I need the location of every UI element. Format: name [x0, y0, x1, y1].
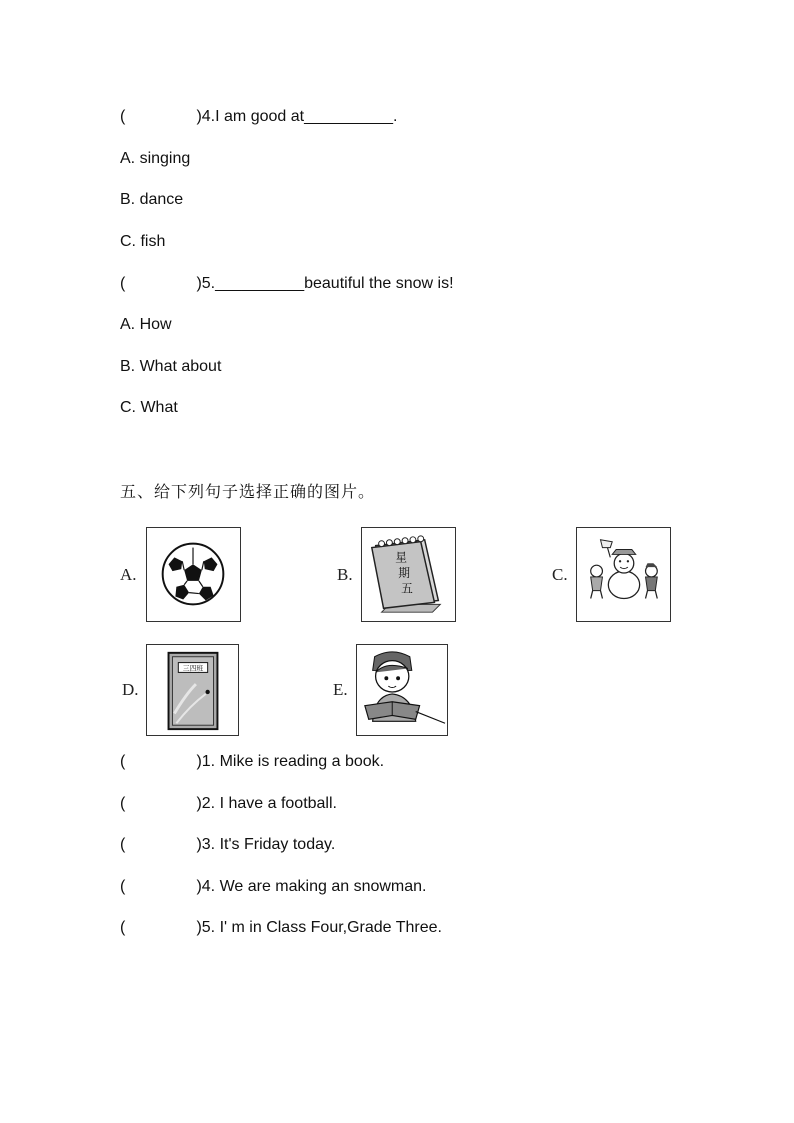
match-item-1: ( )1. Mike is reading a book. — [120, 753, 385, 770]
football-icon — [147, 528, 240, 621]
question-5-option-b: B. What about — [120, 358, 222, 375]
question-4-option-b: B. dance — [120, 191, 184, 208]
option-e-letter: E. — [333, 680, 348, 699]
match-item-4: ( )4. We are making an snowman. — [120, 878, 427, 895]
classroom-door-icon — [147, 645, 238, 735]
calendar-friday-icon — [362, 528, 455, 621]
option-b-letter: B. — [337, 565, 353, 584]
calendar-char-2: 期 — [398, 565, 410, 580]
question-4-option-a: A. singing — [120, 150, 191, 167]
door-sign: 三四班 — [182, 664, 204, 673]
option-c-letter: C. — [552, 565, 568, 584]
option-c-picture — [576, 527, 671, 622]
match-item-2: ( )2. I have a football. — [120, 795, 337, 812]
question-4-option-c: C. fish — [120, 233, 166, 250]
option-d-picture — [146, 644, 239, 736]
option-a-letter: A. — [120, 565, 137, 584]
option-d-letter: D. — [122, 680, 139, 699]
option-a-picture — [146, 527, 241, 622]
calendar-char-1: 星 — [395, 550, 408, 565]
boy-reading-icon — [357, 645, 447, 735]
option-e-picture — [356, 644, 448, 736]
question-5-option-c: C. What — [120, 399, 178, 416]
option-b-picture — [361, 527, 456, 622]
question-5-stem: ( )5.__________beautiful the snow is! — [120, 275, 454, 292]
question-5-option-a: A. How — [120, 316, 172, 333]
section-5-title: 五、给下列句子选择正确的图片。 — [120, 482, 376, 501]
match-item-5: ( )5. I' m in Class Four,Grade Three. — [120, 919, 442, 936]
snowman-children-icon — [577, 528, 670, 621]
question-4-stem: ( )4.I am good at__________. — [120, 108, 398, 125]
match-item-3: ( )3. It's Friday today. — [120, 836, 336, 853]
calendar-char-3: 五 — [401, 581, 413, 596]
